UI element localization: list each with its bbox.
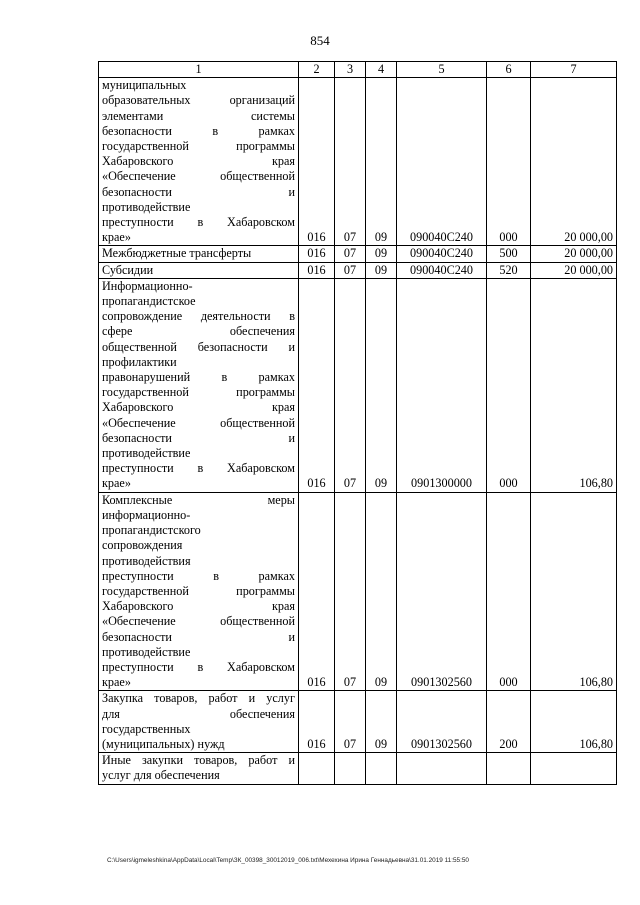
item-name-line: сфере обеспечения [102, 324, 295, 339]
table-row [99, 78, 617, 246]
item-name-cell [99, 262, 299, 278]
item-name-cell [99, 691, 299, 753]
item-name-line: образовательных организаций [102, 93, 295, 108]
item-name-line: пропагандистского [102, 523, 201, 538]
target-article-cell: 090040С240 [397, 246, 487, 262]
ministry-code-cell: 016 [299, 246, 335, 262]
expense-type-cell [487, 753, 531, 784]
section-cell [335, 753, 366, 784]
file-path-footer: C:\Users\igmeleshkina\AppData\Local\Temp\ЗК_00398_30012019_006.txt\Мехехина Ирина Геннадьевна\31.01.2019 11:55:50 [107, 857, 469, 864]
amount-cell: 20 000,00 [531, 262, 617, 278]
target-article-cell [397, 753, 487, 784]
item-name-line: преступности в Хабаровском [102, 461, 295, 476]
item-name-line: государственной программы [102, 385, 295, 400]
target-article-cell: 090040С240 [397, 78, 487, 246]
header-cell: 6 [487, 62, 531, 78]
item-name-line: безопасности и [102, 184, 295, 199]
table-row [99, 246, 617, 262]
table-header-row [99, 62, 617, 78]
item-name-line: крае» [102, 675, 131, 690]
expense-type-cell: 000 [487, 78, 531, 246]
table-row [99, 278, 617, 492]
header-cell: 2 [299, 62, 335, 78]
page-number: 854 [310, 33, 330, 48]
item-name-line: преступности в Хабаровском [102, 215, 295, 230]
item-name-line: «Обеспечение общественной [102, 415, 295, 430]
item-name-line: Хабаровского края [102, 400, 295, 415]
item-name-line: пропагандистское [102, 294, 196, 309]
header-cell: 3 [335, 62, 366, 78]
item-name-line: общественной безопасности и [102, 339, 295, 354]
section-cell: 07 [335, 246, 366, 262]
item-name-line: Закупка товаров, работ и услуг [102, 691, 295, 706]
item-name-line: услуг для обеспечения [102, 768, 220, 783]
amount-cell: 106,80 [531, 492, 617, 691]
item-name-line: преступности в Хабаровском [102, 659, 295, 674]
item-name-line: преступности в рамках [102, 568, 295, 583]
amount-cell [531, 753, 617, 784]
target-article-cell: 090040С240 [397, 262, 487, 278]
table-row [99, 262, 617, 278]
item-name-line: муниципальных [102, 78, 187, 93]
item-name-line: для обеспечения [102, 706, 295, 721]
target-article-cell: 0901302560 [397, 691, 487, 753]
item-name-line: государственной программы [102, 583, 295, 598]
ministry-code-cell: 016 [299, 262, 335, 278]
table-row [99, 492, 617, 691]
item-name-line: сопровождения [102, 538, 183, 553]
header-cell: 7 [531, 62, 617, 78]
subsection-cell: 09 [366, 246, 397, 262]
subsection-cell: 09 [366, 78, 397, 246]
target-article-cell: 0901302560 [397, 492, 487, 691]
target-article-cell: 0901300000 [397, 278, 487, 492]
ministry-code-cell: 016 [299, 278, 335, 492]
ministry-code-cell: 016 [299, 691, 335, 753]
amount-cell: 106,80 [531, 278, 617, 492]
amount-cell: 20 000,00 [531, 78, 617, 246]
expense-type-cell: 520 [487, 262, 531, 278]
subsection-cell [366, 753, 397, 784]
header-cell: 5 [397, 62, 487, 78]
ministry-code-cell: 016 [299, 492, 335, 691]
item-name-line: сопровождение деятельности в [102, 309, 295, 324]
header-cell: 4 [366, 62, 397, 78]
item-name-line: Хабаровского края [102, 154, 295, 169]
item-name-line: противодействие [102, 644, 191, 659]
item-name-line: Межбюджетные трансферты [102, 246, 252, 261]
item-name-line: Информационно- [102, 278, 193, 293]
item-name-line: Иные закупки товаров, работ и [102, 753, 295, 768]
item-name-line: противодействия [102, 553, 191, 568]
item-name-line: элементами системы [102, 108, 295, 123]
subsection-cell: 09 [366, 278, 397, 492]
section-cell: 07 [335, 262, 366, 278]
expense-type-cell: 500 [487, 246, 531, 262]
budget-table [98, 61, 617, 785]
item-name-line: (муниципальных) нужд [102, 736, 225, 751]
expense-type-cell: 000 [487, 278, 531, 492]
item-name-cell [99, 492, 299, 691]
item-name-cell [99, 278, 299, 492]
ministry-code-cell: 016 [299, 78, 335, 246]
item-name-line: безопасности и [102, 430, 295, 445]
item-name-line: правонарушений в рамках [102, 370, 295, 385]
item-name-line: крае» [102, 230, 131, 245]
item-name-line: «Обеспечение общественной [102, 614, 295, 629]
item-name-line: Комплексные меры [102, 492, 295, 507]
amount-cell: 20 000,00 [531, 246, 617, 262]
table-row [99, 691, 617, 753]
item-name-line: информационно- [102, 507, 191, 522]
header-cell: 1 [99, 62, 299, 78]
section-cell: 07 [335, 78, 366, 246]
expense-type-cell: 000 [487, 492, 531, 691]
amount-cell: 106,80 [531, 691, 617, 753]
section-cell: 07 [335, 492, 366, 691]
item-name-cell [99, 753, 299, 784]
item-name-line: безопасности и [102, 629, 295, 644]
item-name-line: государственной программы [102, 139, 295, 154]
subsection-cell: 09 [366, 262, 397, 278]
item-name-line: профилактики [102, 354, 177, 369]
item-name-cell [99, 246, 299, 262]
item-name-cell [99, 78, 299, 246]
subsection-cell: 09 [366, 492, 397, 691]
item-name-line: государственных [102, 721, 191, 736]
item-name-line: Хабаровского края [102, 599, 295, 614]
section-cell: 07 [335, 278, 366, 492]
table-row [99, 753, 617, 784]
item-name-line: безопасности в рамках [102, 123, 295, 138]
item-name-line: противодействие [102, 446, 191, 461]
item-name-line: Субсидии [102, 262, 154, 277]
ministry-code-cell [299, 753, 335, 784]
subsection-cell: 09 [366, 691, 397, 753]
item-name-line: противодействие [102, 199, 191, 214]
section-cell: 07 [335, 691, 366, 753]
item-name-line: крае» [102, 476, 131, 491]
expense-type-cell: 200 [487, 691, 531, 753]
item-name-line: «Обеспечение общественной [102, 169, 295, 184]
